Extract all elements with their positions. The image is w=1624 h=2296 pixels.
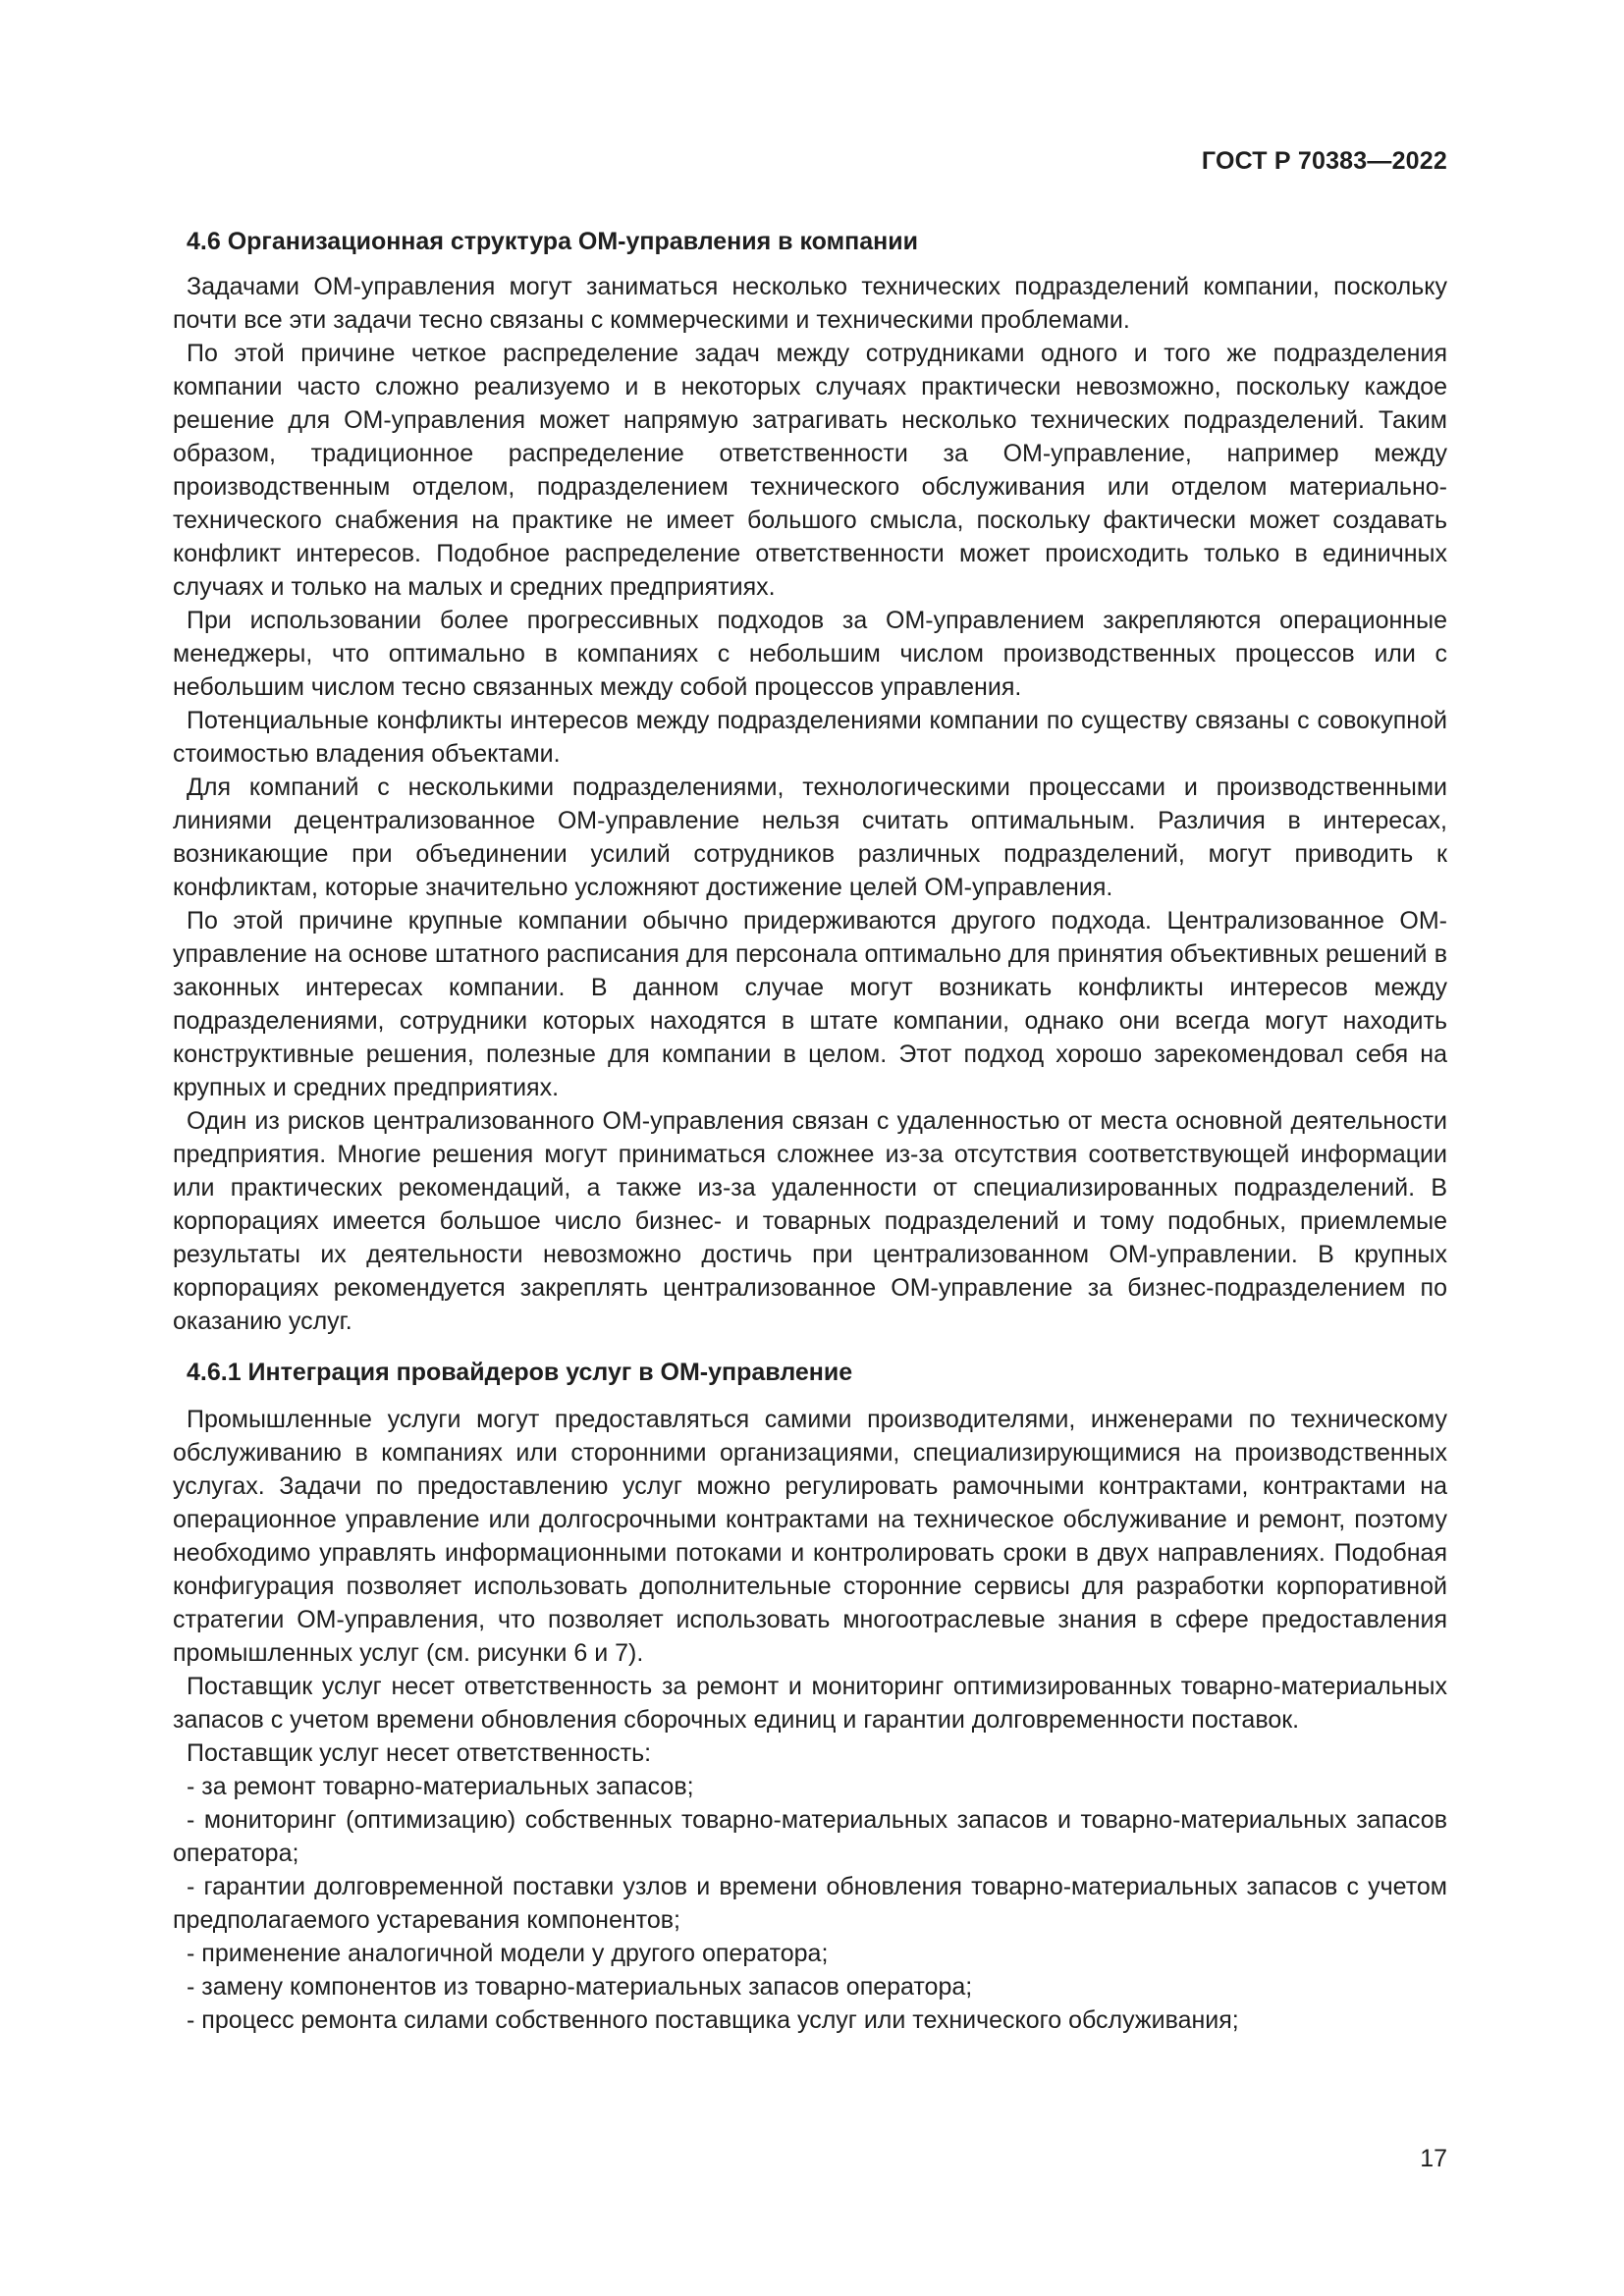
responsibility-list [173,1770,1447,2037]
list-item: - гарантии долговременной поставки узлов и времени обновления товарно-материальных запасов с учетом предполагаемого устаревания компонентов; [173,1870,1447,1937]
paragraph: Потенциальные конфликты интересов между подразделениями компании по существу связаны с совокупной стоимостью владения объектами. [173,707,1447,768]
paragraph: При использовании более прогрессивных подходов за ОМ-управлением закрепляются операционные менеджеры, что оптимально в компаниях с небольшим числом производственных процессов или с небольшим числом тесно связанных между собой процессов управления. [173,607,1447,701]
document-page [173,147,1447,2037]
section-4-6-1-body [173,1403,1447,2037]
list-item: - мониторинг (оптимизацию) собственных товарно-материальных запасов и товарно-материальных запасов оператора; [173,1803,1447,1870]
paragraph: Промышленные услуги могут предоставляться самими производителями, инженерами по техническому обслуживанию в компаниях или сторонними организациями, специализирующимися на производственных услугах. Задачи по предоставлению услуг можно регулировать рамочными контрактами, контрактами на операционное управление или долгосрочными контрактами на техническое обслуживание и ремонт, поэтому необходимо управлять информационными потоками и контролировать сроки в двух направлениях. Подобная конфигурация позволяет использовать дополнительные сторонние сервисы для разработки корпоративной стратегии ОМ-управления, что позволяет использовать многоотраслевые знания в сфере предоставления промышленных услуг (см. рисунки 6 и 7). [173,1406,1447,1667]
list-item: - за ремонт товарно-материальных запасов; [173,1770,1447,1803]
paragraph: Задачами ОМ-управления могут заниматься несколько технических подразделений компании, поскольку почти все эти задачи тесно связаны с коммерческими и техническими проблемами. [173,273,1447,334]
paragraph: Один из рисков централизованного ОМ-управления связан с удаленностью от места основной деятельности предприятия. Многие решения могут приниматься сложнее из-за отсутствия соответствующей информации или практических рекомендаций, а также из-за удаленности от специализированных подразделений. В корпорациях имеется большое число бизнес- и товарных подразделений и тому подобных, приемлемые результаты их деятельности невозможно достичь при централизованном ОМ-управлении. В крупных корпорациях рекомендуется закреплять централизованное ОМ-управление за бизнес-подразделением по оказанию услуг. [173,1107,1447,1335]
list-item: - процесс ремонта силами собственного поставщика услуг или технического обслуживания; [173,2003,1447,2037]
paragraph: Поставщик услуг несет ответственность: [187,1739,652,1767]
list-item: - замену компонентов из товарно-материальных запасов оператора; [173,1970,1447,2003]
section-4-6-body [173,270,1447,1338]
list-item: - применение аналогичной модели у другого оператора; [173,1937,1447,1970]
paragraph: Для компаний с несколькими подразделениями, технологическими процессами и производственными линиями децентрализованное ОМ-управление нельзя считать оптимальным. Различия в интересах, возникающие при объединении усилий сотрудников различных подразделений, могут приводить к конфликтам, которые значительно усложняют достижение целей ОМ-управления. [173,774,1447,901]
page-number: 17 [1420,2145,1447,2172]
paragraph: По этой причине крупные компании обычно придерживаются другого подхода. Централизованное ОМ-управление на основе штатного расписания для персонала оптимально для принятия объективных решений в законных интересах компании. В данном случае могут возникать конфликты интересов между подразделениями, сотрудники которых находятся в штате компании, однако они всегда могут находить конструктивные решения, полезные для компании в целом. Этот подход хорошо зарекомендовал себя на крупных и средних предприятиях. [173,907,1447,1101]
section-heading-4-6-1: 4.6.1 Интеграция провайдеров услуг в ОМ-управление [187,1359,853,1386]
standard-designation: ГОСТ Р 70383—2022 [1201,147,1447,175]
paragraph: Поставщик услуг несет ответственность за ремонт и мониторинг оптимизированных товарно-материальных запасов с учетом времени обновления сборочных единиц и гарантии долговременности поставок. [173,1673,1447,1734]
paragraph: По этой причине четкое распределение задач между сотрудниками одного и того же подразделения компании часто сложно реализуемо и в некоторых случаях практически невозможно, поскольку каждое решение для ОМ-управления может напрямую затрагивать несколько технических подразделений. Таким образом, традиционное распределение ответственности за ОМ-управление, например между производственным отделом, подразделением технического обслуживания или отделом материально-технического снабжения на практике не имеет большого смысла, поскольку фактически может создавать конфликт интересов. Подобное распределение ответственности может происходить только в единичных случаях и только на малых и средних предприятиях. [173,340,1447,601]
section-heading-4-6: 4.6 Организационная структура ОМ-управления в компании [187,228,918,255]
